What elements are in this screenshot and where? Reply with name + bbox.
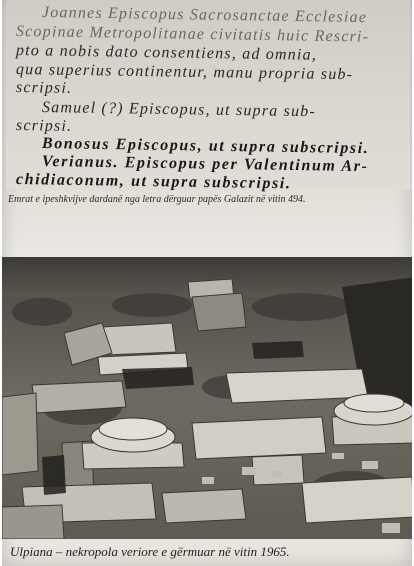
latin-quote-block [6,0,410,193]
quote-line: Samuel (?) Episcopus, ut supra sub- [41,99,317,121]
excavation-photo [2,257,412,539]
quote-line: chidiaconum, ut supra subscripsi. [15,171,292,193]
quote-line: Bonosus Episcopus, ut supra subscripsi. [41,135,370,158]
caption-top: Emrat e ipeshkvijve dardanë nga letra dërguar papës Galazit në vitin 494. [8,194,306,205]
quote-line: Scopinae Metropolitanae civitatis huic Rescri- [15,23,370,46]
quote-line: scripsi. [15,117,73,135]
book-page [2,0,412,566]
caption-bottom: Ulpiana – nekropola veriore e gërmuar në vitin 1965. [10,544,290,559]
quote-line: pto a nobis dato consentiens, ad omnia, [15,42,318,64]
quote-line: Verianus. Episcopus per Valentinum Ar- [41,153,369,176]
quote-line: qua superius continentur, manu propria sub- [15,61,354,84]
quote-line: scripsi. [15,79,73,97]
quote-line: Joannes Episcopus Sacrosanctae Ecclesiae [41,4,368,27]
